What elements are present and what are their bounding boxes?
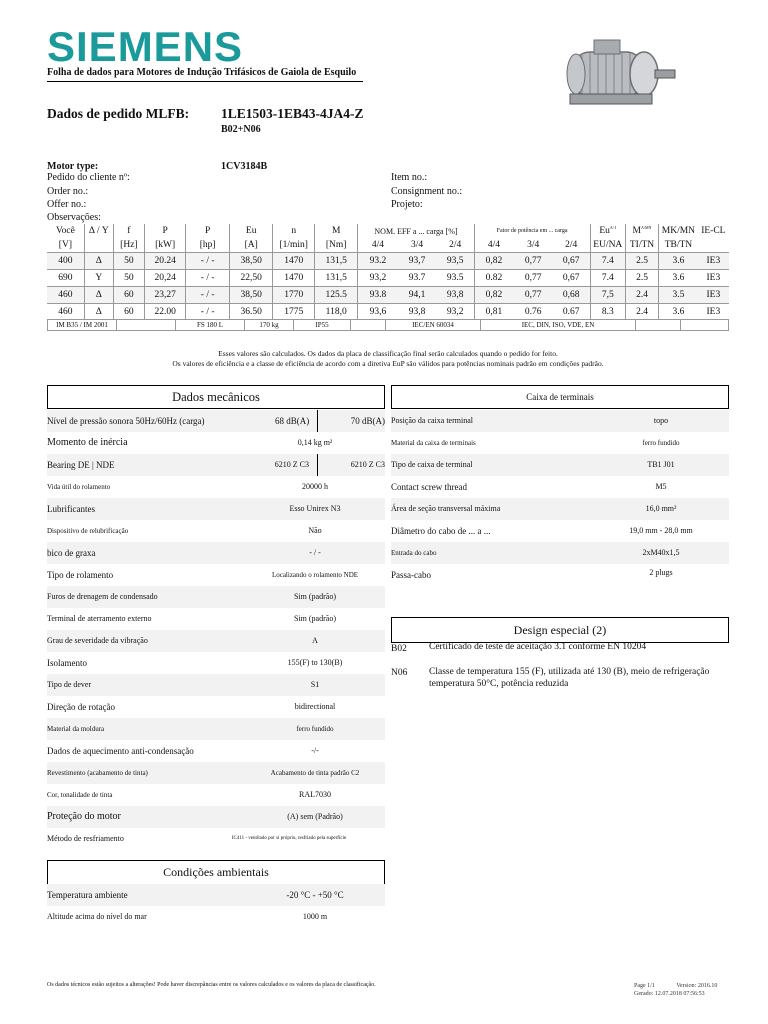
- table-cell: 1770: [273, 287, 314, 304]
- summary-cell: [117, 320, 176, 331]
- list-item: [47, 476, 385, 498]
- unit-cell: [V]: [58, 240, 72, 250]
- table-cell: 3.6: [659, 253, 698, 270]
- unit-cell: TI/TN: [625, 238, 658, 253]
- summary-cell: [681, 320, 729, 331]
- table-cell: 36.50: [229, 304, 273, 321]
- list-item: [47, 608, 385, 630]
- motor-type-value: 1CV3184B: [221, 161, 268, 172]
- row-label: Isolamento: [47, 658, 87, 668]
- terminal-data-list: [391, 410, 729, 586]
- frame-size-cell: FS 180 L: [176, 320, 245, 331]
- observacoes-label: Observações:: [47, 212, 101, 223]
- row-value: -20 °C - +50 °C: [286, 890, 344, 900]
- row-value: - / -: [309, 548, 321, 557]
- list-item: [47, 542, 385, 564]
- col-header-m: [625, 224, 658, 238]
- row-value: IC411 - ventilado por si próprio, resfriado pela superfície: [231, 836, 347, 841]
- row-value: 68 dB(A): [275, 416, 310, 426]
- summary-cell: [636, 320, 681, 331]
- table-cell: 400: [47, 253, 84, 270]
- projeto-label: Projeto:: [391, 199, 423, 210]
- standard-cell: IEC/EN 60034: [386, 320, 481, 331]
- row-label: Revestimento (acabamento de tinta): [47, 769, 148, 777]
- unit-cell: [698, 238, 729, 253]
- table-cell: 0,77: [513, 287, 552, 304]
- list-item: [47, 784, 385, 806]
- table-cell: 93.5: [437, 270, 474, 287]
- row-label: Proteção do motor: [47, 811, 121, 822]
- design-text: Certificado de teste de aceitação 3.1 conforme EN 10204: [429, 642, 647, 652]
- footer-disclaimer: Os dados técnicos estão sujeitos a alterações! Pode haver discrepâncias entre os valores calculados e os valores da placa de classificação.: [47, 982, 376, 988]
- table-cell: 0,68: [553, 287, 590, 304]
- row-value: Sim (padrão): [294, 592, 336, 601]
- row-label: Furos de drenagem de condensado: [47, 592, 158, 601]
- list-item: [47, 696, 385, 718]
- cliente-label: Pedido do cliente nº:: [47, 172, 130, 183]
- table-cell: 3.6: [659, 270, 698, 287]
- table-cell: 460: [47, 304, 84, 321]
- generated-date: Gerado: 12.07.2018 07:56:53: [634, 991, 705, 997]
- list-item: [391, 564, 729, 586]
- row-label: Temperatura ambiente: [47, 890, 128, 900]
- row-label: Terminal de aterramento externo: [47, 614, 152, 623]
- row-label: Dispositivo de relubrificação: [47, 527, 129, 535]
- table-units-row: [47, 238, 729, 253]
- row-label: Posição da caixa terminal: [391, 416, 473, 425]
- col-header: MK/MN: [659, 224, 698, 238]
- col-header-m-sup: A/MN: [641, 225, 652, 231]
- mounting-cell: IM B35 / IM 2001: [48, 320, 117, 331]
- table-cell: 118,0: [314, 304, 358, 321]
- table-cell: Δ: [84, 287, 113, 304]
- row-label: Diâmetro do cabo de ... a ...: [391, 526, 491, 536]
- table-cell: 0.76: [513, 304, 552, 321]
- row-value: TB1 J01: [647, 460, 675, 469]
- unit-cell: 4/4: [474, 238, 513, 253]
- list-item: [47, 652, 385, 674]
- table-cell: Y: [84, 270, 113, 287]
- row-label: Contact screw thread: [391, 482, 467, 492]
- col-header: Eu: [229, 224, 273, 238]
- table-cell: 20.24: [144, 253, 185, 270]
- table-cell: 0,82: [474, 253, 513, 270]
- item-no-label: Item no.:: [391, 172, 428, 183]
- col-header-eu: [590, 224, 625, 238]
- table-cell: Δ: [84, 253, 113, 270]
- row-label: Área de seção transversal máxima: [391, 504, 501, 513]
- list-item: [47, 410, 385, 432]
- terminal-section-title: Caixa de terminais: [391, 385, 729, 409]
- row-value: bidirectional: [294, 702, 336, 711]
- table-cell: 20,24: [144, 270, 185, 287]
- table-cell: 3.6: [659, 304, 698, 321]
- table-cell: 22.00: [144, 304, 185, 321]
- table-cell: - / -: [186, 270, 230, 287]
- col-header: f: [113, 224, 144, 238]
- col-header: Δ / Y: [84, 224, 113, 238]
- ip-cell: IP55: [294, 320, 351, 331]
- row-label: Momento de inércia: [47, 437, 128, 448]
- row-label: bico de graxa: [47, 548, 96, 558]
- design-text: Classe de temperatura 155 (F), utilizada até 130 (B), meio de refrigeração temperatura 50°C, potência reduzida: [429, 667, 710, 689]
- row-label: Lubrificantes: [47, 504, 95, 514]
- list-item: [391, 520, 729, 542]
- mech-data-list: [47, 410, 385, 850]
- row-label: Vida útil do rolamento: [47, 483, 111, 491]
- performance-table: [47, 224, 729, 320]
- list-item: [391, 432, 729, 454]
- table-cell: 1775: [273, 304, 314, 321]
- motor-illustration-icon: [560, 32, 680, 114]
- table-cell: 8.3: [590, 304, 625, 321]
- table-cell: 93,5: [437, 253, 474, 270]
- row-label: Direção de rotação: [47, 702, 115, 712]
- col-header-efficiency: NOM. EFF a ... carga [%]: [358, 224, 474, 238]
- note-line: Esses valores são calculados. Os dados da placa de classificação final serão calculados quando o pedido for feito.: [218, 349, 558, 358]
- table-row: [47, 253, 729, 270]
- unit-cell: [1/min]: [273, 238, 314, 253]
- table-cell: 93.2: [358, 253, 397, 270]
- unit-cell: 3/4: [527, 240, 540, 250]
- list-item: [47, 520, 385, 542]
- siemens-logo: SIEMENS: [47, 23, 244, 70]
- table-cell: 93,8: [437, 287, 474, 304]
- table-cell: - / -: [186, 287, 230, 304]
- list-item: [47, 740, 385, 762]
- table-row: [47, 287, 729, 304]
- table-cell: 690: [47, 270, 84, 287]
- unit-cell: EU/NA: [590, 238, 625, 253]
- value-separator: [317, 410, 318, 432]
- table-cell: 0,81: [474, 304, 513, 321]
- table-cell: 0.82: [474, 270, 513, 287]
- motor-type-label: Motor type:: [47, 161, 99, 172]
- col-header: IE-CL: [701, 226, 726, 236]
- row-label: Bearing DE | NDE: [47, 460, 115, 470]
- table-cell: 93,7: [397, 253, 436, 270]
- col-header: P: [186, 224, 230, 238]
- unit-cell: TB/TN: [659, 238, 698, 253]
- summary-cell: [351, 320, 386, 331]
- design-code: B02: [391, 644, 407, 654]
- table-cell: 0.67: [553, 304, 590, 321]
- list-item: [47, 884, 385, 906]
- table-cell: IE3: [698, 253, 729, 270]
- col-header: Eu: [599, 226, 610, 237]
- offer-no-label: Offer no.:: [47, 199, 87, 210]
- col-header: M: [632, 226, 641, 237]
- table-cell: 38,50: [229, 287, 273, 304]
- mlfb-label: Dados de pedido MLFB:: [47, 106, 190, 121]
- list-item: [47, 432, 385, 454]
- row-value: Acabamento de tinta padrão C2: [270, 769, 360, 777]
- table-cell: 3.5: [659, 287, 698, 304]
- col-header-eu-sup: A/ I: [609, 225, 617, 231]
- row-label: Altitude acima do nível do mar: [47, 912, 147, 921]
- unit-cell: [hp]: [186, 238, 230, 253]
- row-value: 6210 Z C3: [350, 460, 385, 469]
- table-cell: 7.4: [590, 270, 625, 287]
- col-header: Você: [55, 226, 75, 236]
- page-number: Page 1/1: [634, 983, 655, 989]
- row-value: RAL7030: [299, 790, 331, 799]
- table-cell: 93,8: [397, 304, 436, 321]
- col-header: n: [273, 224, 314, 238]
- unit-cell: [Nm]: [314, 238, 358, 253]
- list-item: [391, 454, 729, 476]
- design-section-title: Design especial (2): [391, 617, 729, 643]
- row-value: 2xM40x1,5: [642, 548, 680, 557]
- table-cell: 94,1: [397, 287, 436, 304]
- list-item: [391, 410, 729, 432]
- table-cell: 131,5: [314, 253, 358, 270]
- row-value: topo: [653, 416, 669, 425]
- row-value: 19,0 mm - 28,0 mm: [629, 526, 693, 535]
- unit-cell: [84, 238, 113, 253]
- table-row: [47, 270, 729, 287]
- unit-cell: [Hz]: [113, 238, 144, 253]
- col-header: P: [144, 224, 185, 238]
- row-value: M5: [655, 482, 667, 491]
- row-value: Sim (padrão): [294, 614, 336, 623]
- table-cell: - / -: [186, 304, 230, 321]
- table-cell: 23,27: [144, 287, 185, 304]
- list-item: [47, 674, 385, 696]
- unit-cell: [kW]: [144, 238, 185, 253]
- table-cell: IE3: [698, 270, 729, 287]
- list-item: [47, 586, 385, 608]
- design-code: N06: [391, 668, 408, 678]
- table-cell: Δ: [84, 304, 113, 321]
- table-cell: 93.7: [397, 270, 436, 287]
- norms-cell: IEC, DIN, ISO, VDE, EN: [481, 320, 636, 331]
- row-value: 6210 Z C3: [274, 460, 309, 469]
- row-value: 2 plugs: [649, 568, 673, 577]
- list-item: [47, 906, 385, 928]
- table-cell: 125.5: [314, 287, 358, 304]
- row-label: Tipo de rolamento: [47, 570, 114, 580]
- version-info: Version: 2016.10: [676, 983, 718, 989]
- env-data-list: [47, 884, 385, 928]
- table-cell: 1470: [273, 270, 314, 287]
- table-cell: 7.4: [590, 253, 625, 270]
- order-no-label: Order no.:: [47, 186, 89, 197]
- table-cell: 50: [113, 270, 144, 287]
- list-item: [391, 476, 729, 498]
- table-cell: 60: [113, 304, 144, 321]
- table-cell: 38,50: [229, 253, 273, 270]
- table-cell: 2.5: [625, 270, 658, 287]
- row-label: Passa-cabo: [391, 570, 431, 580]
- row-value: 20000 h: [302, 482, 328, 491]
- mlfb-options: B02+N06: [221, 124, 261, 135]
- row-value: 155(F) to 130(B): [287, 658, 343, 667]
- table-cell: IE3: [698, 287, 729, 304]
- row-value: A: [312, 636, 318, 645]
- row-label: Grau de severidade da vibração: [47, 636, 148, 645]
- unit-cell: 4/4: [358, 238, 397, 253]
- list-item: [47, 564, 385, 586]
- env-section-title: Condições ambientais: [47, 860, 385, 885]
- unit-cell: [A]: [229, 238, 273, 253]
- list-item: [47, 498, 385, 520]
- row-value: Não: [308, 526, 322, 535]
- table-cell: 0,82: [474, 287, 513, 304]
- row-value: -/-: [311, 746, 319, 755]
- subtitle-divider: [47, 81, 363, 82]
- list-item: [47, 762, 385, 784]
- list-item: [391, 542, 729, 564]
- list-item: [47, 828, 385, 850]
- row-value: 0,14 kg m²: [297, 438, 333, 447]
- page-info: [634, 982, 717, 998]
- col-header-power-factor: Fator de potência em ... carga: [474, 224, 590, 238]
- motor-summary-row: [47, 319, 729, 331]
- unit-cell: 2/4: [449, 240, 462, 250]
- row-value: Localizando o rolamento NDE: [271, 571, 359, 579]
- table-cell: 131,5: [314, 270, 358, 287]
- row-label: Método de resfriamento: [47, 834, 124, 843]
- row-label: Material da caixa de terminais: [391, 439, 476, 447]
- table-cell: 60: [113, 287, 144, 304]
- row-value: Esso Unirex N3: [289, 504, 341, 513]
- table-cell: IE3: [698, 304, 729, 321]
- row-value: (A) sem (Padrão): [287, 812, 343, 821]
- list-item: [47, 630, 385, 652]
- table-cell: 0,77: [513, 270, 552, 287]
- table-cell: 50: [113, 253, 144, 270]
- table-cell: 22,50: [229, 270, 273, 287]
- row-label: Nível de pressão sonora 50Hz/60Hz (carga): [47, 416, 205, 426]
- list-item: [47, 454, 385, 476]
- list-item: [47, 806, 385, 828]
- list-item: [391, 498, 729, 520]
- row-label: Tipo de caixa de terminal: [391, 460, 473, 469]
- col-header: M: [314, 224, 358, 238]
- row-value: 16,0 mm²: [645, 504, 677, 513]
- note-line: Os valores de eficiência e a classe de eficiência de acordo com a diretiva EuP são válidos para potências nominais padrão em condições padrão.: [172, 359, 604, 368]
- row-value: 1000 m: [302, 912, 328, 921]
- mlfb-value: 1LE1503-1EB43-4JA4-Z: [221, 106, 364, 121]
- list-item: [47, 718, 385, 740]
- table-cell: 0,67: [553, 270, 590, 287]
- table-cell: 93,2: [437, 304, 474, 321]
- row-label: Dados de aquecimento anti-condensação: [47, 746, 194, 756]
- table-cell: 93,2: [358, 270, 397, 287]
- table-cell: 7,5: [590, 287, 625, 304]
- table-cell: 93,6: [358, 304, 397, 321]
- table-row: [47, 304, 729, 321]
- value-separator: [317, 454, 318, 476]
- row-label: Material da moldura: [47, 725, 105, 733]
- table-cell: 460: [47, 287, 84, 304]
- row-label: Entrada do cabo: [391, 549, 437, 557]
- table-cell: 0,77: [513, 253, 552, 270]
- table-cell: 0,67: [553, 253, 590, 270]
- consignment-label: Consignment no.:: [391, 186, 463, 197]
- table-cell: 1470: [273, 253, 314, 270]
- weight-cell: 170 kg: [245, 320, 294, 331]
- mech-section-title: Dados mecânicos: [47, 385, 385, 409]
- row-label: Cor, tonalidade de tinta: [47, 791, 113, 799]
- unit-cell: 3/4: [410, 240, 424, 250]
- document-subtitle: Folha de dados para Motores de Indução Trifásicos de Gaiola de Esquilo: [47, 67, 357, 78]
- row-value: S1: [310, 680, 320, 689]
- table-cell: 93.8: [358, 287, 397, 304]
- table-cell: 2.4: [625, 287, 658, 304]
- table-cell: - / -: [186, 253, 230, 270]
- table-cell: 2.4: [625, 304, 658, 321]
- unit-cell: 2/4: [565, 240, 578, 250]
- table-cell: 2.5: [625, 253, 658, 270]
- table-header-row: [47, 224, 729, 238]
- row-value: ferro fundido: [296, 725, 334, 733]
- row-label: Tipo de dever: [47, 680, 92, 689]
- row-value: 70 dB(A): [350, 416, 385, 426]
- row-value: ferro fundido: [642, 439, 680, 447]
